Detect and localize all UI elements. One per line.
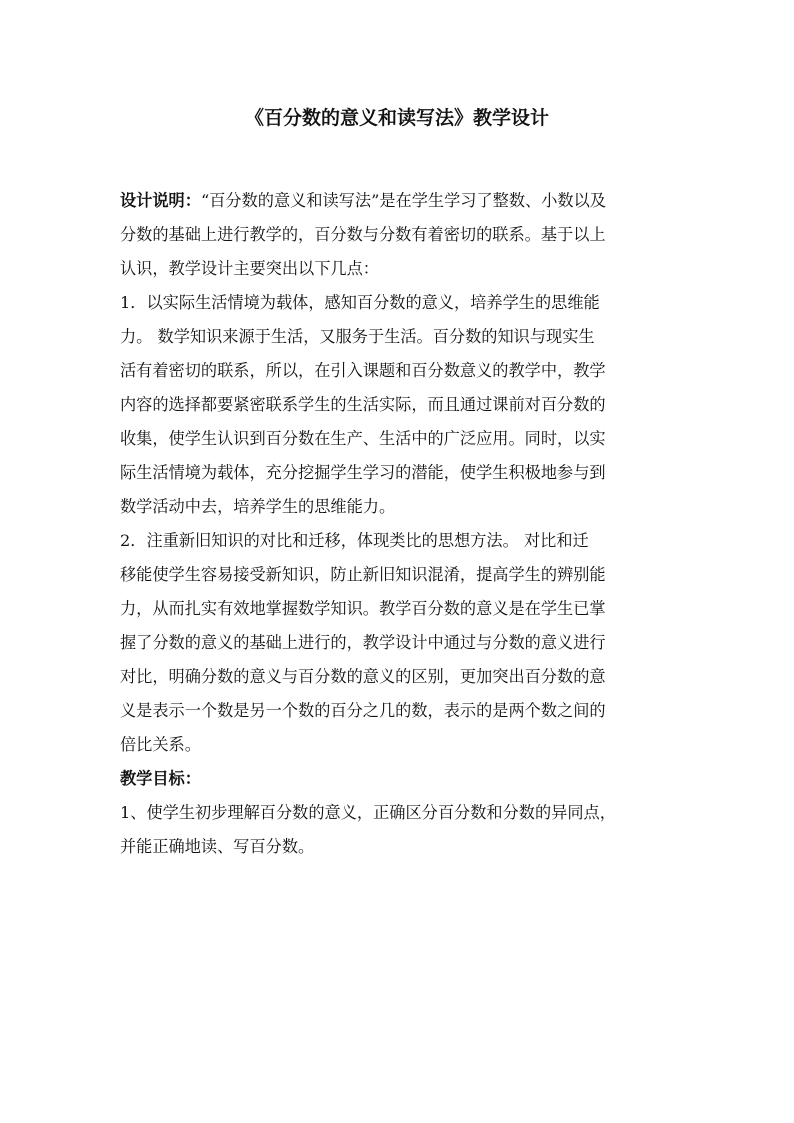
point-2-line-1: 2．注重新旧知识的对比和迁移，体现类比的思想方法。 对比和迁 [120, 531, 589, 550]
design-note-line-2: 分数的基础上进行教学的，百分数与分数有着密切的联系。基于以上 [120, 225, 606, 244]
design-note-intro-text: “百分数的意义和读写法”是在学生学习了整数、小数以及 [200, 191, 606, 210]
point-1-line-5: 收集，使学生认识到百分数在生产、生活中的广泛应用。同时，以实 [120, 429, 606, 448]
design-note-line-3: 认识，教学设计主要突出以下几点： [120, 259, 379, 278]
design-note-line-1 [120, 184, 680, 218]
document-title: 《百分数的意义和读写法》教学设计 [244, 107, 549, 129]
point-2-line-3: 力，从而扎实有效地掌握数学知识。教学百分数的意义是在学生已掌 [120, 599, 606, 618]
point-1-line-1: 1．以实际生活情境为载体，感知百分数的意义，培养学生的思维能 [120, 293, 600, 312]
point-2-line-2: 移能使学生容易接受新知识，防止新旧知识混淆，提高学生的辨别能 [120, 565, 606, 584]
point-1-line-6: 际生活情境为载体，充分挖掘学生学习的潜能，使学生积极地参与到 [120, 463, 606, 482]
point-1-line-2: 力。 数学知识来源于生活，又服务于生活。百分数的知识与现实生 [120, 327, 595, 346]
point-2-line-4: 握了分数的意义的基础上进行的，教学设计中通过与分数的意义进行 [120, 633, 606, 652]
objective-line-2: 并能正确地读、写百分数。 [120, 837, 315, 856]
objectives-heading: 教学目标： [120, 769, 201, 788]
objective-line-1: 1、使学生初步理解百分数的意义，正确区分百分数和分数的异同点， [120, 803, 616, 822]
point-1-line-7: 数学活动中去，培养学生的思维能力。 [120, 497, 396, 516]
point-2-line-6: 义是表示一个数是另一个数的百分之几的数，表示的是两个数之间的 [120, 701, 606, 720]
design-note-heading: 设计说明： [120, 191, 201, 210]
document-body [120, 184, 680, 864]
point-1-line-3: 活有着密切的联系，所以，在引入课题和百分数意义的教学中，教学 [120, 361, 606, 380]
point-2-line-5: 对比，明确分数的意义与百分数的意义的区别，更加突出百分数的意 [120, 667, 606, 686]
point-2-line-7: 倍比关系。 [120, 735, 201, 754]
point-1-line-4: 内容的选择都要紧密联系学生的生活实际，而且通过课前对百分数的 [120, 395, 606, 414]
